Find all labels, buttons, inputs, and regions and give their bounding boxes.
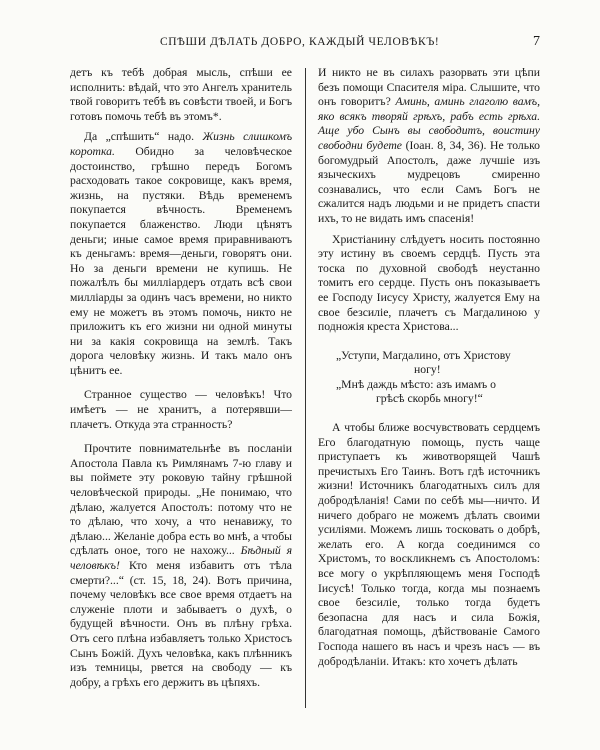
poem-line: „Мнѣ даждь мѣсто: азъ имамъ о [336,377,496,391]
paragraph: детъ къ тебѣ добрая мысль, спѣши ее исполнить: вѣдай, что это Ангелъ хранитель твой говоритъ тебѣ въ совѣсти твоей, и Богъ готовъ помочь тебѣ въ этомъ*. [70,66,292,123]
text-columns [70,66,540,726]
page-number: 7 [533,34,540,49]
poem-line: „Уступи, Магдалино, отъ Христову [336,348,511,362]
paragraph: Прочтите повнимательнѣе въ посланіи Апостола Павла къ Римлянамъ 7-ю главу и вы поймете эту роковую тайну грѣшной человѣческой природы. „Не понимаю, что дѣлаю, жалуется Апостолъ: потому что не то дѣлаю, что хочу, а что ненавижу, то дѣлаю... Желаніе добра есть во мнѣ, а чтобы сдѣлать оное, того не нахожу... Бѣдный я человѣкъ! Кто меня избавитъ отъ тѣла смерти?...“ (ст. 15, 18, 24). Вотъ причина, почему человѣкъ все свое время отдаетъ на служеніе плоти и забываетъ о духѣ, о будущей вѣчности. Онъ въ плѣну грѣха. Отъ сего плѣна избавляетъ только Христосъ Сынъ Божій. Духъ человѣка, какъ плѣнникъ изъ темницы, рвется на свободу — къ добру, а грѣхъ его держитъ въ цѣпяхъ. [70,442,293,689]
paragraph: А чтобы ближе восчувствовать сердцемъ Его благодатную помощь, пусть чаще приступаетъ къ животворящей Чашѣ пречистыхъ Его Таинъ. Вотъ гдѣ источникъ жизни! Источникъ благодатныхъ силъ для добродѣланія! Сами по себѣ мы—ничто. И ничего добраго не можемъ дѣлать своими усиліями. Можемъ лишь тосковать о добрѣ, желать его. А когда соединимся со Христомъ, то воскликнемъ съ Апостоломъ: все могу о укрѣпляющемъ меня Господѣ Іисусѣ! Только тогда, когда мы познаемъ свое безсиліе, только тогда будетъ безопасна для насъ и сила Божія, благодатная помощь, дѣйствованіе Самого Господа нашего въ насъ и чрезъ насъ — въ добродѣланіи. Итакъ: кто хочетъ дѣлать [318,421,540,668]
paragraph: Да „спѣшить“ надо. Жизнь слишкомъ коротка. Обидно за человѣческое достоинство, грѣшно передъ Богомъ расходовать такое сокровище, какъ время, жизнь, на пустяки. Вѣдь временемъ покупается вѣчность. Временемъ покупается блаженство. Люди цѣнятъ деньги; иные самое время приравниваютъ къ деньгамъ: время—деньги, говорятъ они. Но за деньги времени не купишь. Не пожалѣлъ бы милліардеръ отдать всѣ свои милліарды за одинъ часъ времени, но никто ему не можетъ въ этомъ помочь, никто не приложитъ къ его жизни ни одной минуты ни за какія сокровища на землѣ. Такъ дорога человѣку жизнь. И такъ мало онъ цѣнитъ ее. [70,130,293,377]
poem-quote [318,349,540,407]
poem-line: грѣсѣ скорбь многу!“ [376,392,483,406]
paragraph: И никто не въ силахъ разорвать эти цѣпи безъ помощи Спасителя міра. Слышите, что онъ говоритъ? Аминь, аминь глаголю вамъ, яко всякъ творяй грѣхъ, рабъ есть грѣха. Аще убо Сынъ вы свободитъ, воистину свободни будете (Іоан. 8, 34, 36). Не только богомудрый Апостолъ, даже лучшіе изъ языческихъ мудрецовъ смиренно сознавались, что если Самъ Богъ не сжалится надъ людьми и не придетъ спасти ихъ, то не видать имъ спасенія! [318,66,541,225]
running-title: СПѢШИ ДѢЛАТЬ ДОБРО, КАЖДЫЙ ЧЕЛОВѢКЪ! [160,36,440,48]
right-column [318,66,540,675]
paragraph: Странное существо — человѣкъ! Что имѣетъ — не хранитъ, а потерявши—плачетъ. Откуда эта странность? [70,388,292,431]
page-header [70,36,540,56]
column-divider [305,68,306,708]
left-column [70,66,292,696]
paragraph: Христіанину слѣдуетъ носить постоянно эту истину въ своемъ сердцѣ. Пусть эта тоска по духовной свободѣ неустанно томитъ его сердце. Пусть онъ показываетъ ее Господу Іисусу Христу, жалуется Ему на свое безсиліе, плачетъ съ Магдалиною у подножія креста Христова... [318,232,540,334]
poem-line: ногу! [414,363,441,377]
